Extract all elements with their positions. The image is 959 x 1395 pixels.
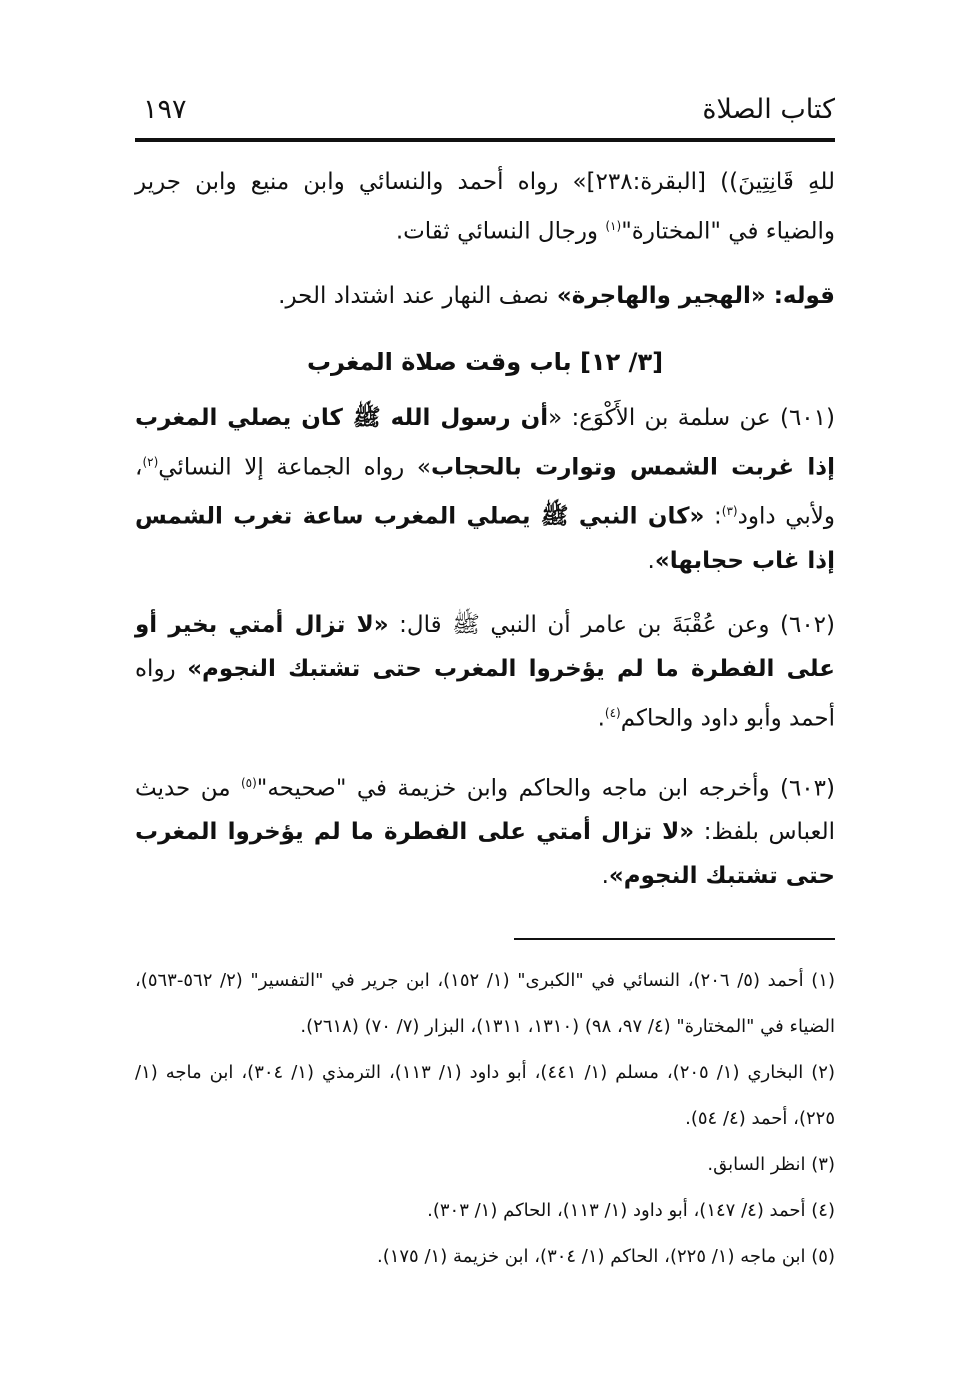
page-number: ١٩٧ bbox=[143, 94, 187, 125]
footnote-ref-5: (٥) bbox=[240, 775, 257, 790]
text-run: . bbox=[597, 705, 605, 732]
header-rule bbox=[135, 138, 835, 142]
hadith-602 bbox=[135, 603, 835, 741]
text-run: (٦٠٣) وأخرجه ابن ماجه والحاكم وابن خزيمة في "صحيحه" bbox=[256, 775, 835, 802]
main-text bbox=[135, 160, 835, 898]
chapter-title: كتاب الصلاة bbox=[702, 94, 835, 125]
footnote-5: (٥) ابن ماجه (١/ ٢٢٥)، الحاكم (١/ ٣٠٤)، ابن خزيمة (١/ ١٧٥). bbox=[376, 1246, 835, 1267]
hadith-603 bbox=[135, 761, 835, 899]
text-run: ، ولأبي داود bbox=[135, 454, 836, 530]
text-run: (٦٠١) عن سلمة بن الأَكْوَع: « bbox=[548, 404, 835, 431]
footnote-ref-2: (٢) bbox=[142, 454, 159, 469]
text-run-bold: قوله: «الهجير والهاجرة» bbox=[548, 282, 835, 309]
text-run: » رواه الجماعة إلا النسائي bbox=[158, 454, 431, 481]
footnote-ref-4: (٤) bbox=[604, 705, 621, 720]
text-run: . bbox=[601, 863, 609, 890]
paragraph-definition bbox=[135, 274, 835, 318]
running-header bbox=[135, 94, 835, 132]
hadith-601 bbox=[135, 396, 835, 583]
text-run: : bbox=[704, 503, 722, 530]
text-run-bold: «لا تزال أمتي بخير أو على الفطرة ما لم يؤخروا المغرب حتى تشتبك النجوم» bbox=[135, 611, 835, 682]
section-heading: [٣/ ١٢] باب وقت صلاة المغرب bbox=[306, 347, 664, 376]
footnote-ref-3: (٣) bbox=[721, 504, 738, 519]
footnote-1: (١) أحمد (٥/ ٢٠٦)، النسائي في "الكبرى" (١/ ١٥٢)، ابن جرير في "التفسير" (٢/ ٥٦٢-٥٦٣)، الضياء في "المختارة" (٤/ ٩٧، ٩٨) (١٣١٠، ١٣١١)، البزار (٧/ ٧٠) (٢٦١٨). bbox=[135, 970, 835, 1037]
footnote-2: (٢) البخاري (١/ ٢٠٥)، مسلم (١/ ٤٤١)، أبو داود (١/ ١١٣)، الترمذي (١/ ٣٠٤)، ابن ماجه (١/ ٢٢٥)، أحمد (٤/ ٥٤). bbox=[135, 1062, 835, 1129]
text-run: . bbox=[647, 547, 655, 574]
text-run-bold: «لا تزال أمتي على الفطرة ما لم يؤخروا المغرب حتى تشتبك النجوم» bbox=[135, 819, 835, 890]
text-run: للهِ قَانِتِينَ)) [البقرة:٢٣٨]» رواه أحمد والنسائي وابن منيع وابن جرير والضياء في "المختارة" bbox=[135, 169, 835, 245]
footnotes bbox=[135, 958, 835, 1280]
footnote-separator bbox=[514, 938, 835, 940]
text-run: (٦٠٢) وعن عُقْبَةَ بن عامر أن النبي ﷺ قال: bbox=[388, 611, 836, 638]
footnote-4: (٤) أحمد (٤/ ١٤٧)، أبو داود (١/ ١١٣)، الحاكم (١/ ٣٠٣). bbox=[427, 1200, 835, 1221]
text-run: رواه أحمد وأبو داود والحاكم bbox=[135, 655, 835, 732]
paragraph-continuation bbox=[135, 160, 835, 254]
text-run-bold: «كان النبي ﷺ يصلي المغرب ساعة تغرب الشمس إذا غاب حجابها» bbox=[135, 503, 835, 574]
text-run-bold: أن رسول الله ﷺ كان يصلي المغرب إذا غربت الشمس وتوارت بالحجاب bbox=[135, 404, 835, 481]
footnote-ref-1: (١) bbox=[605, 219, 622, 233]
text-run: نصف النهار عند اشتداد الحر. bbox=[278, 282, 549, 309]
text-run: ورجال النسائي ثقات. bbox=[395, 218, 606, 245]
footnote-3: (٣) انظر السابق. bbox=[707, 1154, 835, 1175]
text-run: من حديث العباس بلفظ: bbox=[135, 775, 835, 846]
